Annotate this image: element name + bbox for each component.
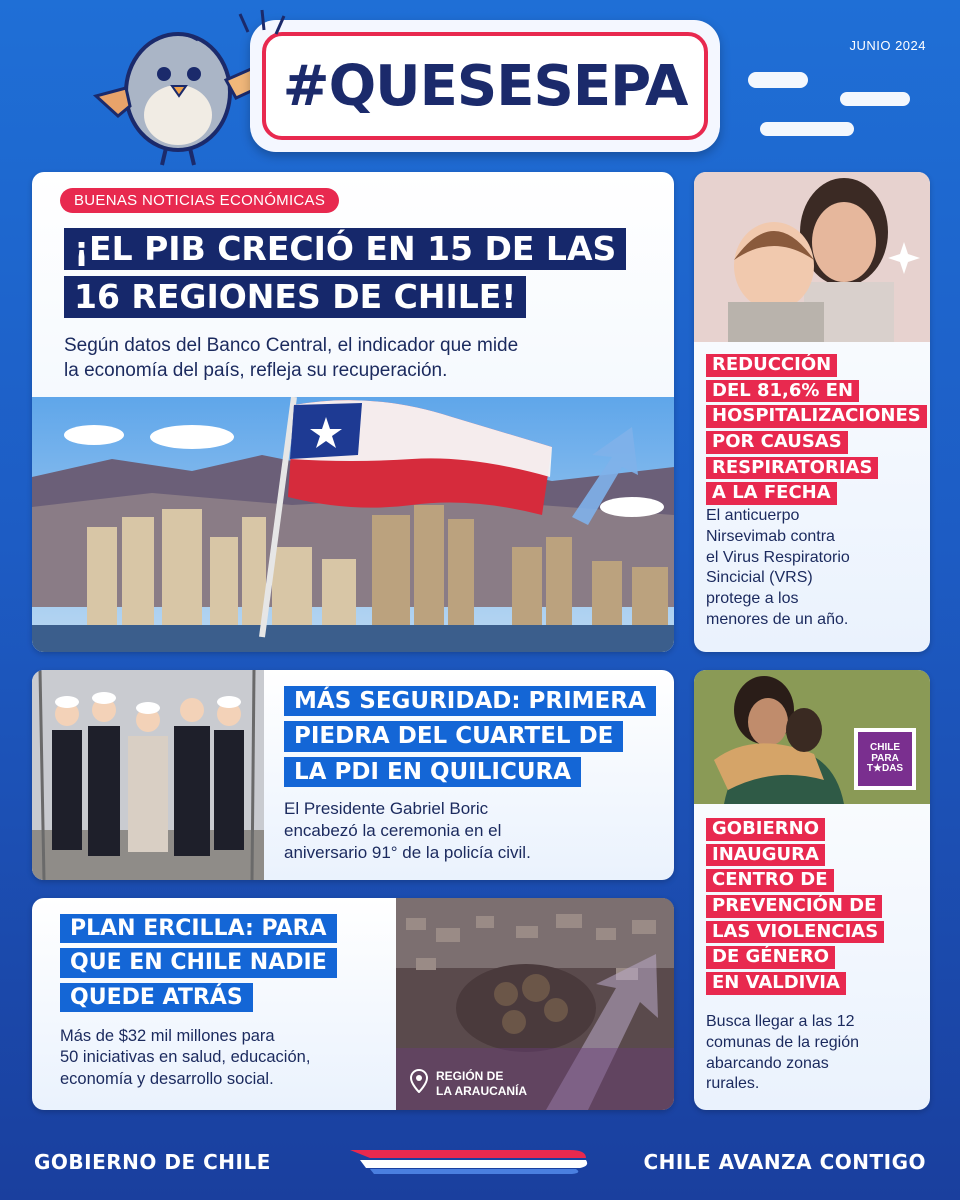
- pib-body-line: Según datos del Banco Central, el indicador que mide: [64, 335, 519, 356]
- gender-headline-line: PREVENCIÓN DE: [706, 895, 882, 918]
- stamp-label: [858, 732, 912, 786]
- pib-body: [64, 334, 518, 383]
- pib-headline-line: 16 REGIONES DE CHILE!: [64, 276, 526, 318]
- security-body-line: encabezó la ceremonia en el: [284, 821, 502, 841]
- chile-city-flag-image: [32, 397, 674, 652]
- ercilla-body-line: Más de $32 mil millones para: [60, 1027, 275, 1045]
- gender-body-line: comunas de la región: [706, 1033, 859, 1051]
- health-headline-line: DEL 81,6% EN: [706, 380, 859, 403]
- stamp-line: PARA: [871, 752, 899, 764]
- security-body: [284, 798, 531, 864]
- gender-body: [706, 1012, 859, 1095]
- security-headline: [284, 686, 656, 792]
- ercilla-headline-line: PLAN ERCILLA: PARA: [60, 914, 337, 943]
- mother-baby-image: [694, 172, 930, 342]
- health-headline-line: RESPIRATORIAS: [706, 457, 878, 480]
- pib-headline-line: ¡EL PIB CRECIÓ EN 15 DE LAS: [64, 228, 626, 270]
- stamp-line: CHILE: [870, 742, 900, 754]
- araucania-aerial-image: [396, 898, 674, 1110]
- hashtag-title: #QUESESEPA: [282, 53, 688, 119]
- health-headline: [706, 354, 927, 508]
- gender-headline-line: GOBIERNO: [706, 818, 825, 841]
- health-body-line: protege a los: [706, 590, 799, 608]
- gobierno-de-chile-logo: GOBIERNO DE CHILE: [34, 1150, 271, 1174]
- gender-story-card: [694, 670, 930, 1110]
- cloud-decoration: [840, 92, 910, 106]
- hashtag-banner: [250, 20, 720, 152]
- health-headline-line: REDUCCIÓN: [706, 354, 837, 377]
- security-headline-line: MÁS SEGURIDAD: PRIMERA: [284, 686, 656, 716]
- stamp-line: T★DAS: [866, 763, 904, 775]
- security-headline-line: LA PDI EN QUILICURA: [284, 757, 581, 787]
- pib-headline: [64, 228, 626, 324]
- hashtag-border: [262, 32, 708, 140]
- ercilla-headline: [60, 914, 337, 1017]
- health-story-card: [694, 172, 930, 652]
- chile-para-todas-stamp: [854, 728, 916, 790]
- ercilla-body-line: economía y desarrollo social.: [60, 1069, 274, 1088]
- health-body: [706, 506, 850, 631]
- pib-story-card: [32, 172, 674, 652]
- gender-body-line: abarcando zonas: [706, 1054, 829, 1072]
- economic-news-badge: BUENAS NOTICIAS ECONÓMICAS: [60, 188, 339, 213]
- health-body-line: Sincicial (VRS): [706, 569, 813, 587]
- security-story-card: [32, 670, 674, 880]
- ercilla-story-card: [32, 898, 674, 1110]
- gender-headline-line: CENTRO DE: [706, 869, 834, 892]
- ercilla-body-line: 50 iniciativas en salud, educación,: [60, 1048, 311, 1067]
- ercilla-headline-line: QUE EN CHILE NADIE: [60, 948, 337, 977]
- gender-body-line: rurales.: [706, 1075, 760, 1093]
- chile-avanza-contigo-slogan: CHILE AVANZA CONTIGO: [643, 1150, 926, 1174]
- health-body-line: menores de un año.: [706, 610, 849, 628]
- pib-body-line: la economía del país, refleja su recuperación.: [64, 359, 448, 381]
- location-pin: [410, 1069, 527, 1098]
- ceremony-photo-image: [32, 670, 264, 880]
- sparkle-lines-icon: [228, 6, 298, 46]
- location-line: LA ARAUCANÍA: [436, 1083, 528, 1098]
- location-line: REGIÓN DE: [436, 1069, 504, 1084]
- gender-body-line: Busca llegar a las 12: [706, 1013, 855, 1030]
- cloud-decoration: [748, 72, 808, 88]
- gender-headline-line: INAUGURA: [706, 844, 825, 867]
- location-label: [436, 1069, 527, 1098]
- security-body-line: aniversario 91° de la policía civil.: [284, 843, 531, 863]
- ercilla-body: [60, 1026, 310, 1090]
- health-headline-line: POR CAUSAS: [706, 431, 848, 454]
- security-body-line: El Presidente Gabriel Boric: [284, 799, 489, 818]
- health-body-line: Nirsevimab contra: [706, 527, 835, 545]
- gender-headline-line: LAS VIOLENCIAS: [706, 921, 884, 944]
- footer-stripes-icon: [350, 1146, 590, 1176]
- health-headline-line: A LA FECHA: [706, 482, 837, 505]
- security-headline-line: PIEDRA DEL CUARTEL DE: [284, 721, 623, 751]
- gender-headline: [706, 818, 884, 998]
- cloud-decoration: [760, 122, 854, 136]
- ercilla-headline-line: QUEDE ATRÁS: [60, 983, 253, 1012]
- health-body-line: el Virus Respiratorio: [706, 548, 850, 566]
- health-headline-line: HOSPITALIZACIONES: [706, 405, 927, 428]
- location-pin-icon: [410, 1069, 428, 1093]
- gender-headline-line: DE GÉNERO: [706, 946, 835, 969]
- date-label: JUNIO 2024: [849, 38, 926, 53]
- health-body-line: El anticuerpo: [706, 507, 800, 524]
- gender-headline-line: EN VALDIVIA: [706, 972, 846, 995]
